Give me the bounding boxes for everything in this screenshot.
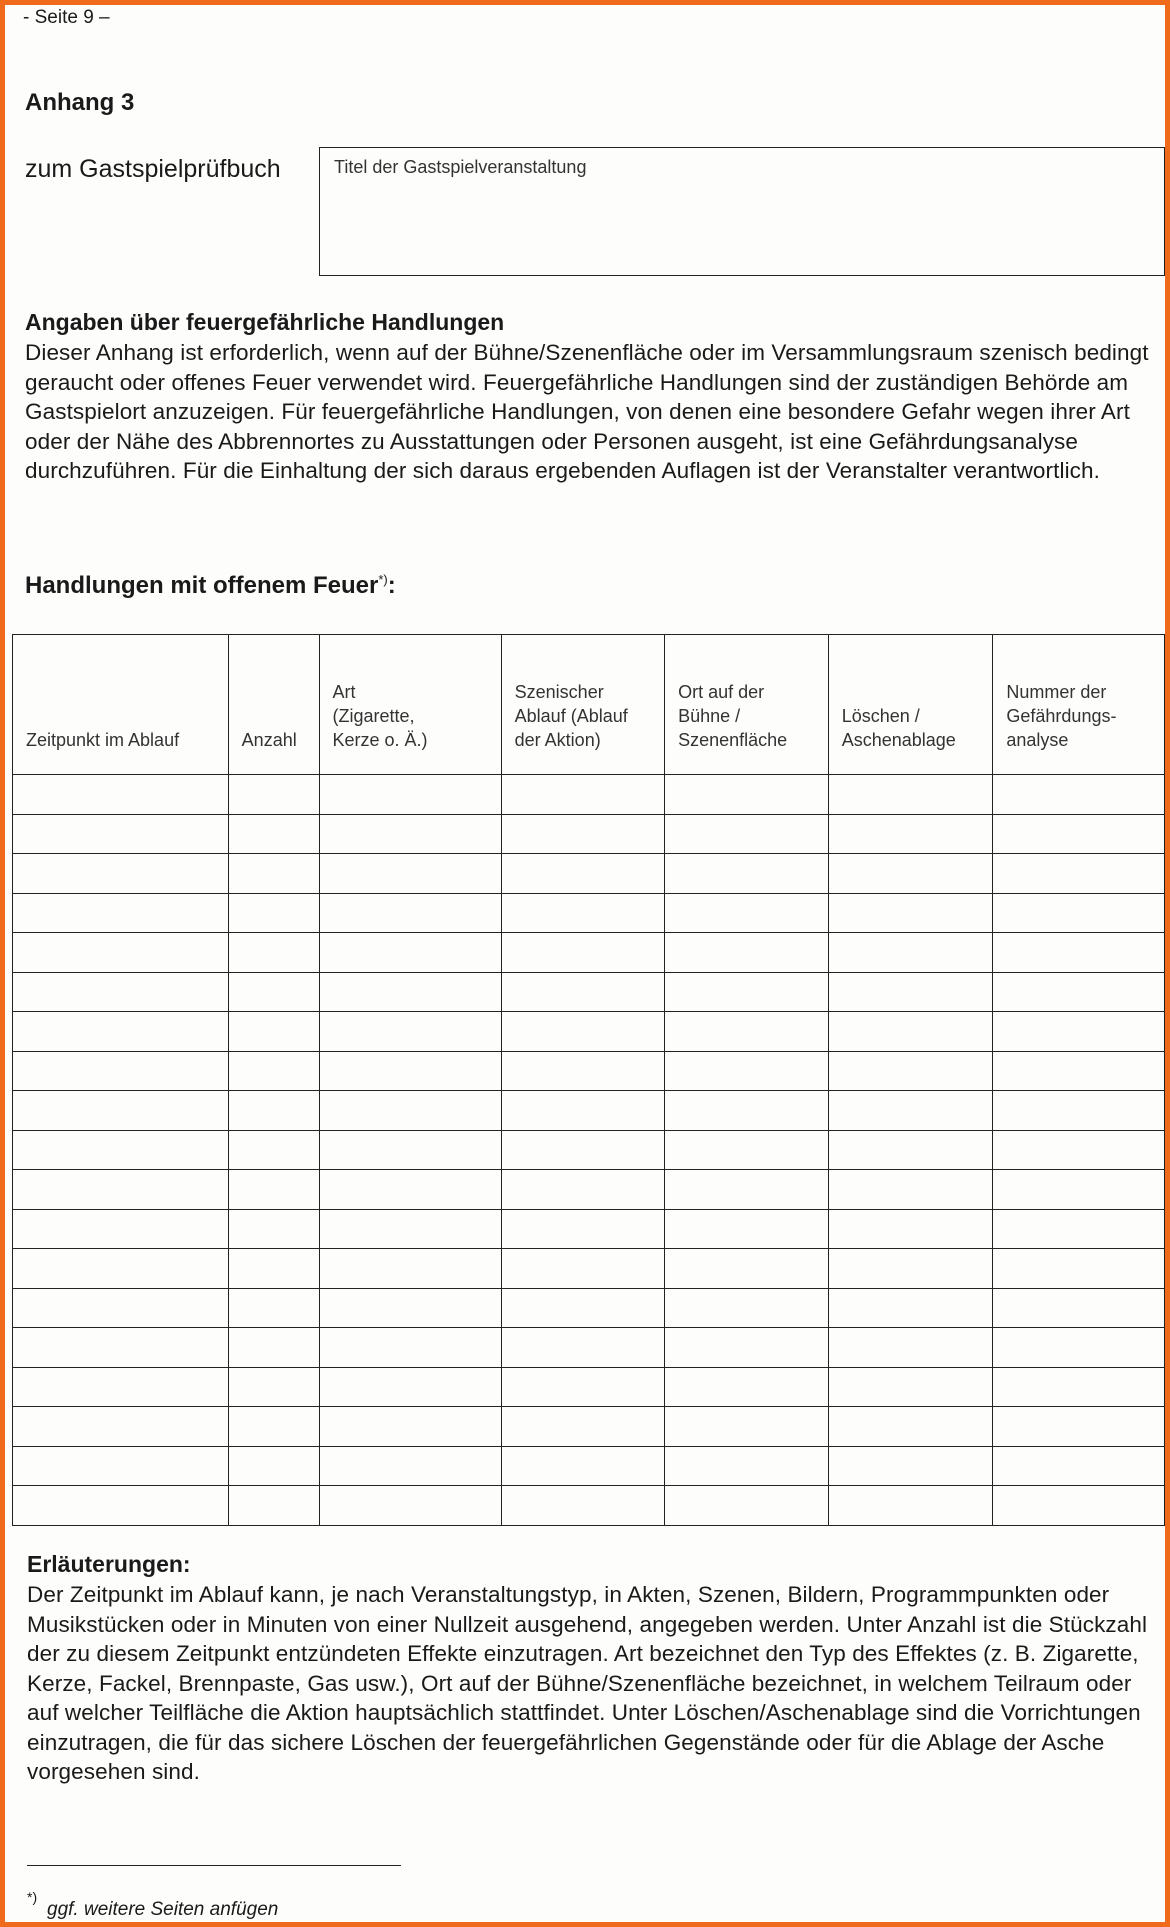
column-header-anzahl: Anzahl: [228, 635, 319, 775]
table-cell[interactable]: [228, 933, 319, 973]
table-row: [13, 1130, 1165, 1170]
table-cell[interactable]: [319, 1249, 501, 1289]
footnote-reference: *): [378, 572, 388, 587]
table-cell[interactable]: [319, 1170, 501, 1210]
table-cell[interactable]: [993, 1407, 1165, 1447]
table-cell[interactable]: [228, 1249, 319, 1289]
table-cell[interactable]: [665, 1051, 829, 1091]
table-cell[interactable]: [993, 1051, 1165, 1091]
table-cell[interactable]: [319, 893, 501, 933]
table-cell[interactable]: [501, 1446, 664, 1486]
column-header-ort: Ort auf der Bühne / Szenenfläche: [665, 635, 829, 775]
table-cell[interactable]: [13, 1446, 229, 1486]
footnote-text: ggf. weitere Seiten anfügen: [47, 1899, 279, 1920]
table-cell[interactable]: [319, 1209, 501, 1249]
table-cell[interactable]: [228, 1288, 319, 1328]
table-cell[interactable]: [13, 1486, 229, 1526]
table-cell[interactable]: [13, 972, 229, 1012]
table-cell[interactable]: [665, 1130, 829, 1170]
column-header-loeschen: Löschen / Aschenablage: [828, 635, 993, 775]
table-cell[interactable]: [228, 1446, 319, 1486]
table-cell[interactable]: [665, 1249, 829, 1289]
notes-text: Der Zeitpunkt im Ablauf kann, je nach Veranstaltungstyp, in Akten, Szenen, Bildern, Programmpunkten oder Musikstücken oder in Minuten von einer Nullzeit ausgehend, angegeben werden. Unter Anzahl ist die Stückzahl der zu diesem Zeitpunkt entzündeten Effekte einzutragen. Art bezeichnet den Typ des Effektes (z. B. Zigarette, Kerze, Fackel, Brennpaste, Gas usw.), Ort auf der Bühne/Szenenfläche bezeichnet, in welchem Teilraum oder auf welcher Teilfläche die Aktion hauptsächlich stattfindet. Unter Löschen/Aschenablage sind die Vorrichtungen einzutragen, die für das sichere Löschen der feuergefährlichen Gegenstände oder für die Ablage der Asche vorgesehen sind.: [27, 1582, 1148, 1784]
table-cell[interactable]: [828, 814, 993, 854]
table-cell[interactable]: [13, 1091, 229, 1131]
table-cell[interactable]: [993, 1249, 1165, 1289]
table-row: [13, 814, 1165, 854]
column-header-szenischer-ablauf: Szenischer Ablauf (Ablauf der Aktion): [501, 635, 664, 775]
table-cell[interactable]: [993, 814, 1165, 854]
table-cell[interactable]: [319, 1486, 501, 1526]
table-cell[interactable]: [13, 1051, 229, 1091]
table-cell[interactable]: [13, 933, 229, 973]
table-cell[interactable]: [828, 1446, 993, 1486]
annex-title: Anhang 3: [25, 89, 135, 116]
table-cell[interactable]: [13, 1130, 229, 1170]
table-cell[interactable]: [993, 1130, 1165, 1170]
fire-heading-text: Handlungen mit offenem Feuer: [25, 572, 379, 599]
table-cell[interactable]: [319, 1051, 501, 1091]
table-cell[interactable]: [993, 854, 1165, 894]
table-row: [13, 1328, 1165, 1368]
footnote-mark: *): [27, 1889, 38, 1905]
table-cell[interactable]: [501, 1091, 664, 1131]
table-cell[interactable]: [13, 1367, 229, 1407]
table-cell[interactable]: [501, 1328, 664, 1368]
table-cell[interactable]: [228, 814, 319, 854]
table-cell[interactable]: [993, 1170, 1165, 1210]
table-row: [13, 854, 1165, 894]
footnote-divider: [27, 1865, 401, 1866]
table-cell[interactable]: [665, 1012, 829, 1052]
table-cell[interactable]: [228, 972, 319, 1012]
table-cell[interactable]: [228, 1051, 319, 1091]
fire-heading-colon: :: [387, 572, 396, 599]
table-cell[interactable]: [665, 1446, 829, 1486]
table-row: [13, 1367, 1165, 1407]
table-row: [13, 893, 1165, 933]
table-cell[interactable]: [13, 1209, 229, 1249]
table-cell[interactable]: [228, 893, 319, 933]
table-cell[interactable]: [828, 775, 993, 815]
table-cell[interactable]: [319, 1012, 501, 1052]
table-row: [13, 1288, 1165, 1328]
table-row: [13, 1170, 1165, 1210]
table-cell[interactable]: [319, 775, 501, 815]
intro-heading: Angaben über feuergefährliche Handlungen: [25, 309, 505, 335]
table-cell[interactable]: [228, 1012, 319, 1052]
table-cell[interactable]: [828, 1249, 993, 1289]
table-cell[interactable]: [501, 775, 664, 815]
table-cell[interactable]: [501, 1288, 664, 1328]
table-cell[interactable]: [665, 1486, 829, 1526]
table-cell[interactable]: [228, 1091, 319, 1131]
table-cell[interactable]: [993, 1446, 1165, 1486]
table-cell[interactable]: [828, 1012, 993, 1052]
table-cell[interactable]: [828, 1051, 993, 1091]
column-header-art: Art (Zigarette, Kerze o. Ä.): [319, 635, 501, 775]
table-cell[interactable]: [665, 893, 829, 933]
table-row: [13, 1051, 1165, 1091]
table-cell[interactable]: [319, 1328, 501, 1368]
table-cell[interactable]: [501, 1130, 664, 1170]
table-cell[interactable]: [828, 933, 993, 973]
table-cell[interactable]: [319, 1288, 501, 1328]
table-cell[interactable]: [228, 1486, 319, 1526]
table-cell[interactable]: [828, 854, 993, 894]
table-cell[interactable]: [665, 814, 829, 854]
table-row: [13, 1209, 1165, 1249]
table-cell[interactable]: [993, 972, 1165, 1012]
table-cell[interactable]: [828, 1091, 993, 1131]
fire-section-heading: [25, 572, 396, 600]
table-cell[interactable]: [501, 854, 664, 894]
table-cell[interactable]: [319, 1091, 501, 1131]
table-cell[interactable]: [828, 1407, 993, 1447]
table-row: [13, 933, 1165, 973]
table-cell[interactable]: [501, 1486, 664, 1526]
table-cell[interactable]: [319, 1407, 501, 1447]
table-cell[interactable]: [13, 814, 229, 854]
table-cell[interactable]: [13, 1407, 229, 1447]
table-cell[interactable]: [501, 893, 664, 933]
table-cell[interactable]: [228, 854, 319, 894]
table-cell[interactable]: [828, 1367, 993, 1407]
table-cell[interactable]: [993, 1012, 1165, 1052]
table-cell[interactable]: [665, 1209, 829, 1249]
table-cell[interactable]: [501, 972, 664, 1012]
column-header-gefaehrdungsanalyse: Nummer der Gefährdungs- analyse: [993, 635, 1165, 775]
table-cell[interactable]: [993, 1209, 1165, 1249]
table-cell[interactable]: [828, 1170, 993, 1210]
notes-heading: Erläuterungen:: [27, 1551, 191, 1577]
table-cell[interactable]: [993, 933, 1165, 973]
table-cell[interactable]: [665, 775, 829, 815]
table-cell[interactable]: [13, 1249, 229, 1289]
table-cell[interactable]: [665, 1091, 829, 1131]
gastspiel-label: zum Gastspielprüfbuch: [25, 155, 281, 183]
table-cell[interactable]: [993, 1367, 1165, 1407]
table-cell[interactable]: [228, 775, 319, 815]
table-cell[interactable]: [665, 933, 829, 973]
table-cell[interactable]: [319, 1130, 501, 1170]
table-cell[interactable]: [319, 854, 501, 894]
table-cell[interactable]: [501, 1209, 664, 1249]
table-cell[interactable]: [501, 1170, 664, 1210]
table-cell[interactable]: [228, 1130, 319, 1170]
table-cell[interactable]: [665, 1407, 829, 1447]
table-cell[interactable]: [993, 1486, 1165, 1526]
fire-actions-table: [12, 634, 1165, 1526]
table-cell[interactable]: [13, 1328, 229, 1368]
table-cell[interactable]: [319, 933, 501, 973]
table-row: [13, 775, 1165, 815]
table-cell[interactable]: [665, 1170, 829, 1210]
table-cell[interactable]: [828, 972, 993, 1012]
table-row: [13, 1407, 1165, 1447]
table-row: [13, 1486, 1165, 1526]
table-cell[interactable]: [319, 814, 501, 854]
table-cell[interactable]: [993, 1091, 1165, 1131]
column-header-zeitpunkt: Zeitpunkt im Ablauf: [13, 635, 229, 775]
table-row: [13, 1249, 1165, 1289]
table-cell[interactable]: [501, 1012, 664, 1052]
table-cell[interactable]: [13, 893, 229, 933]
table-cell[interactable]: [993, 893, 1165, 933]
intro-text: Dieser Anhang ist erforderlich, wenn auf der Bühne/Szenenfläche oder im Versammlungsraum szenisch bedingt geraucht oder offenes Feuer verwendet wird. Feuergefährliche Handlungen sind der zuständigen Behörde am Gastspielort anzuzeigen. Für feuergefährliche Handlungen, von denen eine besondere Gefahr wegen ihrer Art oder der Nähe des Abbrennortes zu Ausstattungen oder Personen ausgeht, ist eine Gefährdungsanalyse durchzuführen. Für die Einhaltung der sich daraus ergebenden Auflagen ist der Veranstalter verantwortlich.: [25, 340, 1149, 483]
table-cell[interactable]: [993, 1288, 1165, 1328]
table-cell[interactable]: [501, 1367, 664, 1407]
event-title-field[interactable]: [319, 147, 1165, 276]
table-cell[interactable]: [501, 1407, 664, 1447]
table-body: [13, 775, 1165, 1526]
table-cell[interactable]: [993, 1328, 1165, 1368]
event-title-label: Titel der Gastspielveranstaltung: [334, 157, 587, 177]
page-number: - Seite 9 –: [23, 7, 110, 28]
table-cell[interactable]: [228, 1209, 319, 1249]
table-cell[interactable]: [993, 775, 1165, 815]
table-cell[interactable]: [319, 1367, 501, 1407]
table-cell[interactable]: [501, 814, 664, 854]
table-cell[interactable]: [13, 1288, 229, 1328]
table-cell[interactable]: [13, 775, 229, 815]
table-cell[interactable]: [828, 1209, 993, 1249]
table-cell[interactable]: [501, 933, 664, 973]
table-cell[interactable]: [501, 1051, 664, 1091]
table-cell[interactable]: [501, 1249, 664, 1289]
table-cell[interactable]: [665, 1328, 829, 1368]
table-cell[interactable]: [828, 1130, 993, 1170]
table-row: [13, 972, 1165, 1012]
table-cell[interactable]: [828, 893, 993, 933]
table-cell[interactable]: [828, 1486, 993, 1526]
table-cell[interactable]: [319, 972, 501, 1012]
table-row: [13, 1446, 1165, 1486]
table-cell[interactable]: [665, 1367, 829, 1407]
table-cell[interactable]: [665, 854, 829, 894]
table-row: [13, 1091, 1165, 1131]
table-cell[interactable]: [13, 854, 229, 894]
table-header-row: [13, 635, 1165, 775]
table-cell[interactable]: [228, 1407, 319, 1447]
table-cell[interactable]: [828, 1328, 993, 1368]
table-cell[interactable]: [665, 1288, 829, 1328]
table-cell[interactable]: [665, 972, 829, 1012]
table-cell[interactable]: [319, 1446, 501, 1486]
table-cell[interactable]: [828, 1288, 993, 1328]
table-row: [13, 1012, 1165, 1052]
table-cell[interactable]: [13, 1012, 229, 1052]
table-cell[interactable]: [13, 1170, 229, 1210]
table-cell[interactable]: [228, 1170, 319, 1210]
table-cell[interactable]: [228, 1328, 319, 1368]
table-cell[interactable]: [228, 1367, 319, 1407]
